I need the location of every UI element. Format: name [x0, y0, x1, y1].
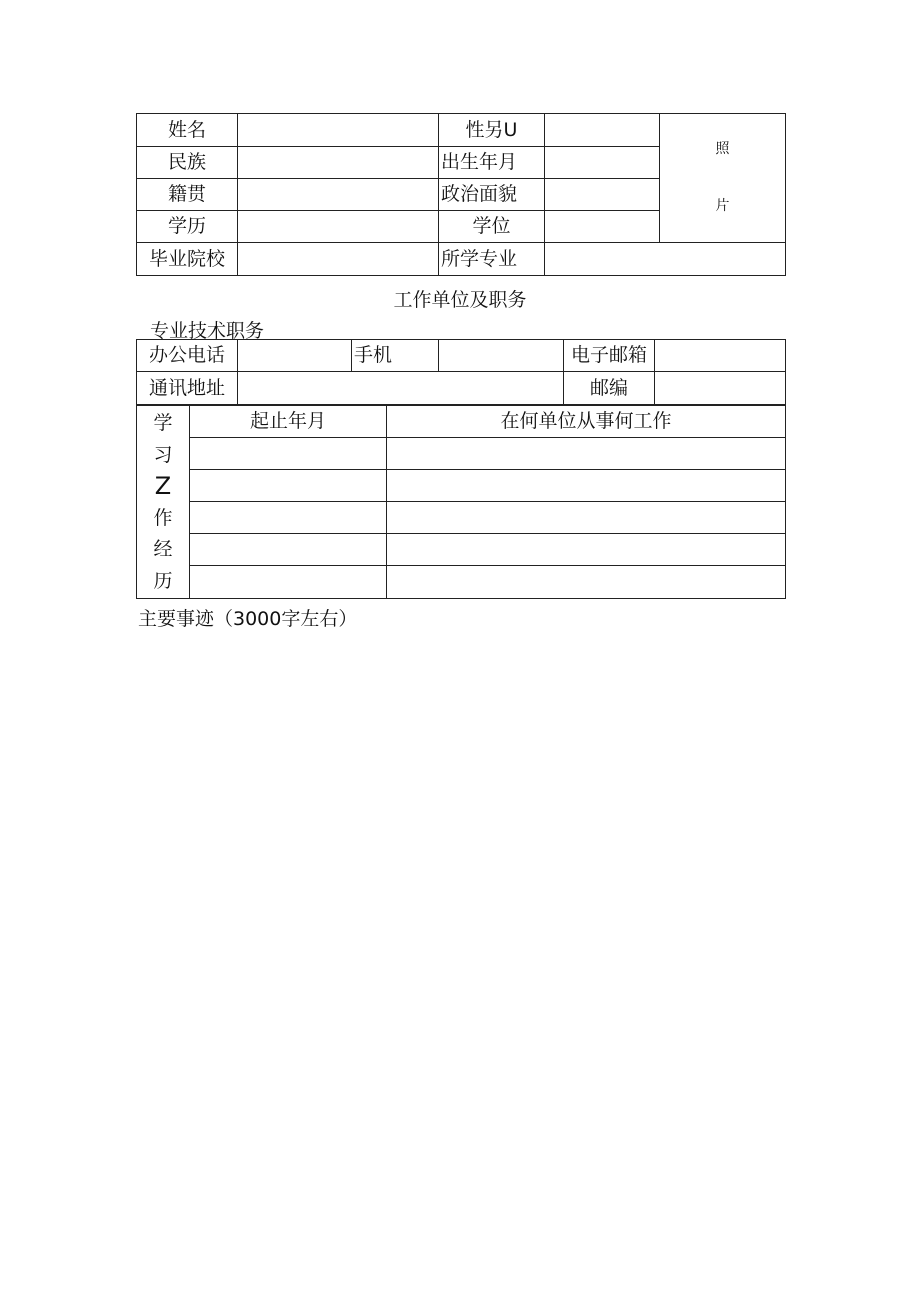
postcode-field[interactable] — [655, 372, 786, 405]
history-work-cell[interactable] — [387, 502, 786, 534]
degree-label: 学位 — [439, 211, 545, 243]
side-char-2: 习 — [153, 443, 173, 466]
photo-box[interactable] — [660, 114, 786, 243]
politics-field[interactable] — [545, 179, 660, 211]
education-field[interactable] — [238, 211, 439, 243]
history-period-cell[interactable] — [190, 566, 387, 599]
history-period-cell[interactable] — [190, 438, 387, 470]
history-period-cell[interactable] — [190, 470, 387, 502]
gender-field[interactable] — [545, 114, 660, 147]
office-phone-field[interactable] — [238, 340, 352, 372]
history-work-cell[interactable] — [387, 438, 786, 470]
postcode-label: 邮编 — [564, 372, 655, 405]
native-place-label: 籍贯 — [137, 179, 238, 211]
basic-info-table — [136, 113, 786, 276]
major-field[interactable] — [545, 243, 786, 276]
side-char-5: 经 — [153, 538, 173, 560]
side-char-6: 历 — [153, 569, 173, 592]
school-field[interactable] — [238, 243, 439, 276]
side-char-1: 学 — [153, 412, 173, 434]
mobile-label: 手机 — [352, 340, 439, 372]
contact-table — [136, 339, 786, 405]
major-label: 所学专业 — [439, 243, 545, 276]
degree-field[interactable] — [545, 211, 660, 243]
office-phone-label: 办公电话 — [137, 340, 238, 372]
work-unit-title: 工作单位及职务 — [393, 289, 527, 311]
address-field[interactable] — [238, 372, 564, 405]
history-period-cell[interactable] — [190, 534, 387, 566]
name-label: 姓名 — [137, 114, 238, 147]
side-char-4: 作 — [153, 506, 173, 529]
native-place-field[interactable] — [238, 179, 439, 211]
history-work-cell[interactable] — [387, 534, 786, 566]
work-column-header: 在何单位从事何工作 — [387, 406, 786, 438]
photo-label-top: 照 — [715, 141, 730, 157]
education-label: 学历 — [137, 211, 238, 243]
address-label: 通讯地址 — [137, 372, 238, 405]
email-field[interactable] — [655, 340, 786, 372]
gender-label: 性另U — [439, 114, 545, 147]
photo-label-bottom: 片 — [715, 198, 730, 214]
side-char-3: Z — [154, 472, 172, 500]
history-work-cell[interactable] — [387, 470, 786, 502]
birth-field[interactable] — [545, 147, 660, 179]
tech-title: 专业技术职务 — [150, 320, 265, 342]
ethnicity-label: 民族 — [137, 147, 238, 179]
ethnicity-field[interactable] — [238, 147, 439, 179]
politics-label: 政治面貌 — [439, 179, 545, 211]
name-field[interactable] — [238, 114, 439, 147]
history-table — [136, 405, 786, 599]
history-work-cell[interactable] — [387, 566, 786, 599]
period-column-header: 起止年月 — [190, 406, 387, 438]
main-deeds-label: 主要事迹（3000字左右） — [138, 608, 358, 630]
birth-label: 出生年月 — [439, 147, 545, 179]
history-side-label — [137, 406, 190, 599]
email-label: 电子邮箱 — [564, 340, 655, 372]
school-label: 毕业院校 — [137, 243, 238, 276]
mobile-field[interactable] — [439, 340, 564, 372]
history-period-cell[interactable] — [190, 502, 387, 534]
